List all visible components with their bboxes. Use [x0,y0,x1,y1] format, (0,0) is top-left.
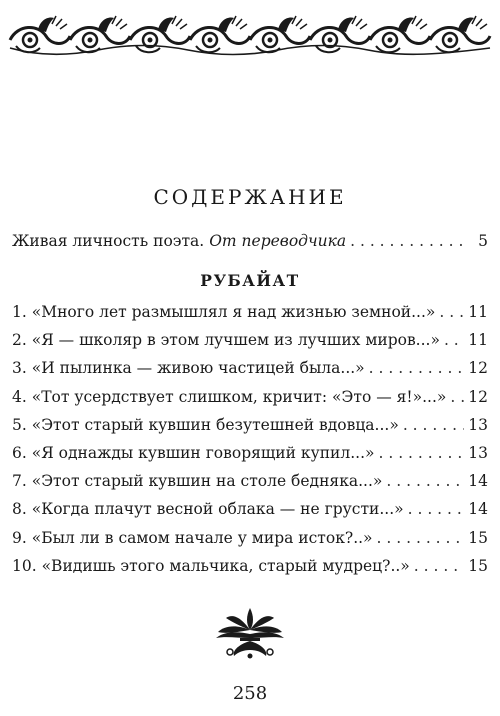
dot-leader [377,524,465,552]
toc-entry-page: 11 [468,331,488,350]
toc-entry-label: 5. «Этот старый кувшин безутешней вдовца...» [12,415,399,434]
toc-entry[interactable] [12,298,488,326]
toc-entry-label: 7. «Этот старый кувшин на столе бедняка...» [12,472,383,491]
toc-entry-page: 13 [468,415,488,434]
toc-entry[interactable] [12,495,488,523]
toc-entry-label: 8. «Когда плачут весной облака — не грусти...» [12,500,404,519]
toc-entry-title: Живая личность поэта. [12,232,205,250]
toc-entry[interactable] [12,411,488,439]
scroll-ornament-band [8,10,492,60]
dot-leader [408,495,465,523]
toc-entry-author: От переводчика [209,232,347,250]
toc-entry[interactable] [12,383,488,411]
toc-entry[interactable] [12,524,488,552]
dot-leader [414,552,464,580]
section-title: РУБАЙАТ [200,271,300,290]
toc-entry-label: 4. «Тот усердствует слишком, кричит: «Это — я!»...» [12,387,447,406]
toc-entry-page: 12 [468,387,488,406]
toc-entry-label: 6. «Я однажды кувшин говорящий купил...» [12,443,375,462]
toc-entry-intro[interactable] [12,228,488,254]
page-number: 258 [232,683,268,704]
toc-entry[interactable] [12,326,488,354]
toc-entry[interactable] [12,552,488,580]
toc-entry-label: 9. «Был ли в самом начале у мира исток?..» [12,528,373,547]
toc-entry-page: 13 [468,443,488,462]
toc-entry-page: 5 [478,232,488,250]
table-of-contents [12,228,488,580]
dot-leader [386,467,464,495]
dot-leader [403,411,464,439]
dot-leader [444,326,464,354]
toc-entry-page: 15 [468,556,488,575]
palmette-ornament [210,604,290,662]
toc-entry-page: 12 [468,359,488,378]
toc-entry-page: 11 [468,303,488,321]
toc-entry-label: 2. «Я — школяр в этом лучшем из лучших миров...» [12,331,440,350]
toc-entry-label: 3. «И пылинка — живою частицей была...» [12,359,365,378]
toc-entry-page: 14 [468,472,488,491]
dot-leader [350,228,466,254]
dot-leader [439,298,464,326]
toc-entry-label: 1. «Много лет размышлял я над жизнью земной...» [12,303,436,321]
toc-list [12,298,488,580]
dot-leader [378,439,464,467]
toc-entry-label: 10. «Видишь этого мальчика, старый мудрец?..» [12,556,410,575]
toc-entry[interactable] [12,354,488,382]
toc-entry-page: 15 [468,528,488,547]
page-title: СОДЕРЖАНИЕ [153,185,347,209]
dot-leader [369,354,465,382]
toc-entry-page: 14 [468,500,488,519]
toc-entry[interactable] [12,439,488,467]
dot-leader [450,383,464,411]
toc-entry[interactable] [12,467,488,495]
